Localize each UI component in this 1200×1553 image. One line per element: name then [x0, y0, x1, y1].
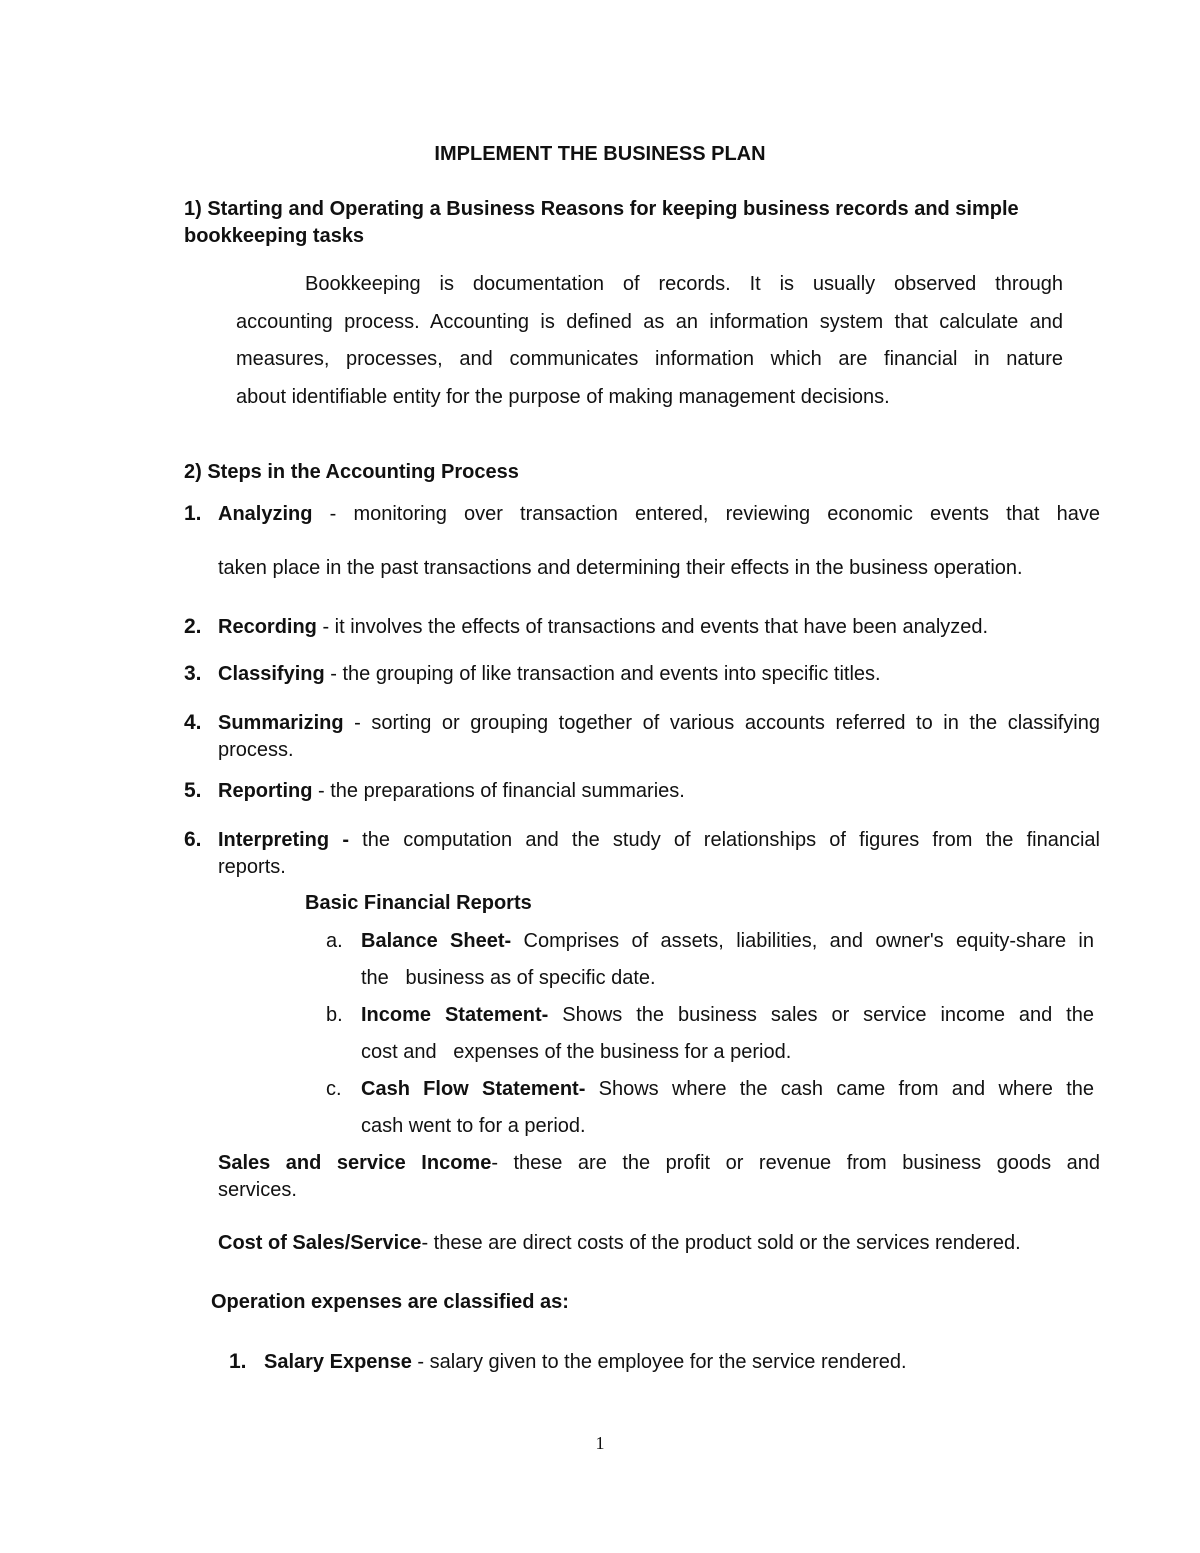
step-line — [218, 780, 685, 803]
report-letter: b. — [326, 1004, 343, 1026]
cost-line — [218, 1232, 1021, 1255]
step-term: Reporting — [218, 780, 313, 802]
step-number: 3. — [184, 662, 202, 685]
report-line — [361, 930, 1094, 953]
sales-continuation: services. — [218, 1179, 297, 1201]
step-number: 1. — [184, 502, 202, 525]
report-line — [361, 1004, 1094, 1027]
step-continuation: taken place in the past transactions and determining their effects in the business operation. — [218, 557, 1023, 579]
report-desc: Shows where the cash came from and where the — [585, 1078, 1094, 1100]
section1-heading-line1: 1) Starting and Operating a Business Reasons for keeping business records and simple — [184, 198, 1019, 220]
report-term: Cash Flow Statement- — [361, 1078, 586, 1100]
step-continuation: reports. — [218, 856, 286, 878]
step-desc: the computation and the study of relationships of figures from the financial — [348, 829, 1100, 851]
operation-heading: Operation expenses are classified as: — [211, 1291, 569, 1313]
report-continuation: cash went to for a period. — [361, 1115, 586, 1137]
report-continuation: the business as of specific date. — [361, 967, 656, 989]
step-term: Interpreting - — [218, 829, 349, 851]
report-line — [361, 1078, 1094, 1101]
step-desc: - monitoring over transaction entered, reviewing economic events that have — [312, 503, 1100, 525]
sales-desc: - these are the profit or revenue from business goods and — [491, 1152, 1101, 1174]
section1-para-line: Bookkeeping is documentation of records. It is usually observed through — [305, 273, 1063, 295]
step-line — [218, 616, 988, 639]
operation-desc: - salary given to the employee for the service rendered. — [411, 1351, 907, 1373]
step-line — [218, 503, 1100, 526]
section1-heading-line2: bookkeeping tasks — [184, 225, 365, 247]
step-continuation: process. — [218, 739, 294, 761]
report-term: Income Statement- — [361, 1004, 549, 1026]
page-title: IMPLEMENT THE BUSINESS PLAN — [434, 143, 766, 165]
section1-para-line: about identifiable entity for the purpose of making management decisions. — [236, 386, 890, 408]
step-desc: - the grouping of like transaction and events into specific titles. — [324, 663, 881, 685]
section1-para-line: measures, processes, and communicates information which are financial in nature — [236, 348, 1063, 370]
report-letter: c. — [326, 1078, 342, 1100]
cost-term: Cost of Sales/Service — [218, 1232, 422, 1254]
step-line — [218, 712, 1100, 735]
step-number: 2. — [184, 615, 202, 638]
step-number: 5. — [184, 779, 202, 802]
step-term: Classifying — [218, 663, 325, 685]
step-line — [218, 663, 881, 686]
report-continuation: cost and expenses of the business for a period. — [361, 1041, 792, 1063]
sales-line — [218, 1152, 1100, 1175]
step-term: Analyzing — [218, 503, 313, 525]
cost-desc: - these are direct costs of the product sold or the services rendered. — [421, 1232, 1021, 1254]
operation-line — [264, 1351, 907, 1374]
report-desc: Comprises of assets, liabilities, and owner's equity-share in — [511, 930, 1095, 952]
report-desc: Shows the business sales or service income and the — [548, 1004, 1094, 1026]
step-term: Summarizing — [218, 712, 344, 734]
section1-para-line: accounting process. Accounting is defined as an information system that calculate and — [236, 311, 1063, 333]
step-desc: - sorting or grouping together of various accounts referred to in the classifying — [343, 712, 1100, 734]
operation-term: Salary Expense — [264, 1351, 412, 1373]
step-desc: - it involves the effects of transactions and events that have been analyzed. — [316, 616, 989, 638]
sales-term: Sales and service Income — [218, 1152, 492, 1174]
step-number: 6. — [184, 828, 202, 851]
operation-number: 1. — [229, 1350, 247, 1373]
page-number: 1 — [595, 1433, 605, 1453]
report-letter: a. — [326, 930, 343, 952]
reports-heading: Basic Financial Reports — [305, 892, 532, 914]
section2-heading: 2) Steps in the Accounting Process — [184, 461, 519, 483]
step-line — [218, 829, 1100, 852]
step-desc: - the preparations of financial summaries. — [312, 780, 685, 802]
report-term: Balance Sheet- — [361, 930, 512, 952]
step-number: 4. — [184, 711, 202, 734]
step-term: Recording — [218, 616, 317, 638]
